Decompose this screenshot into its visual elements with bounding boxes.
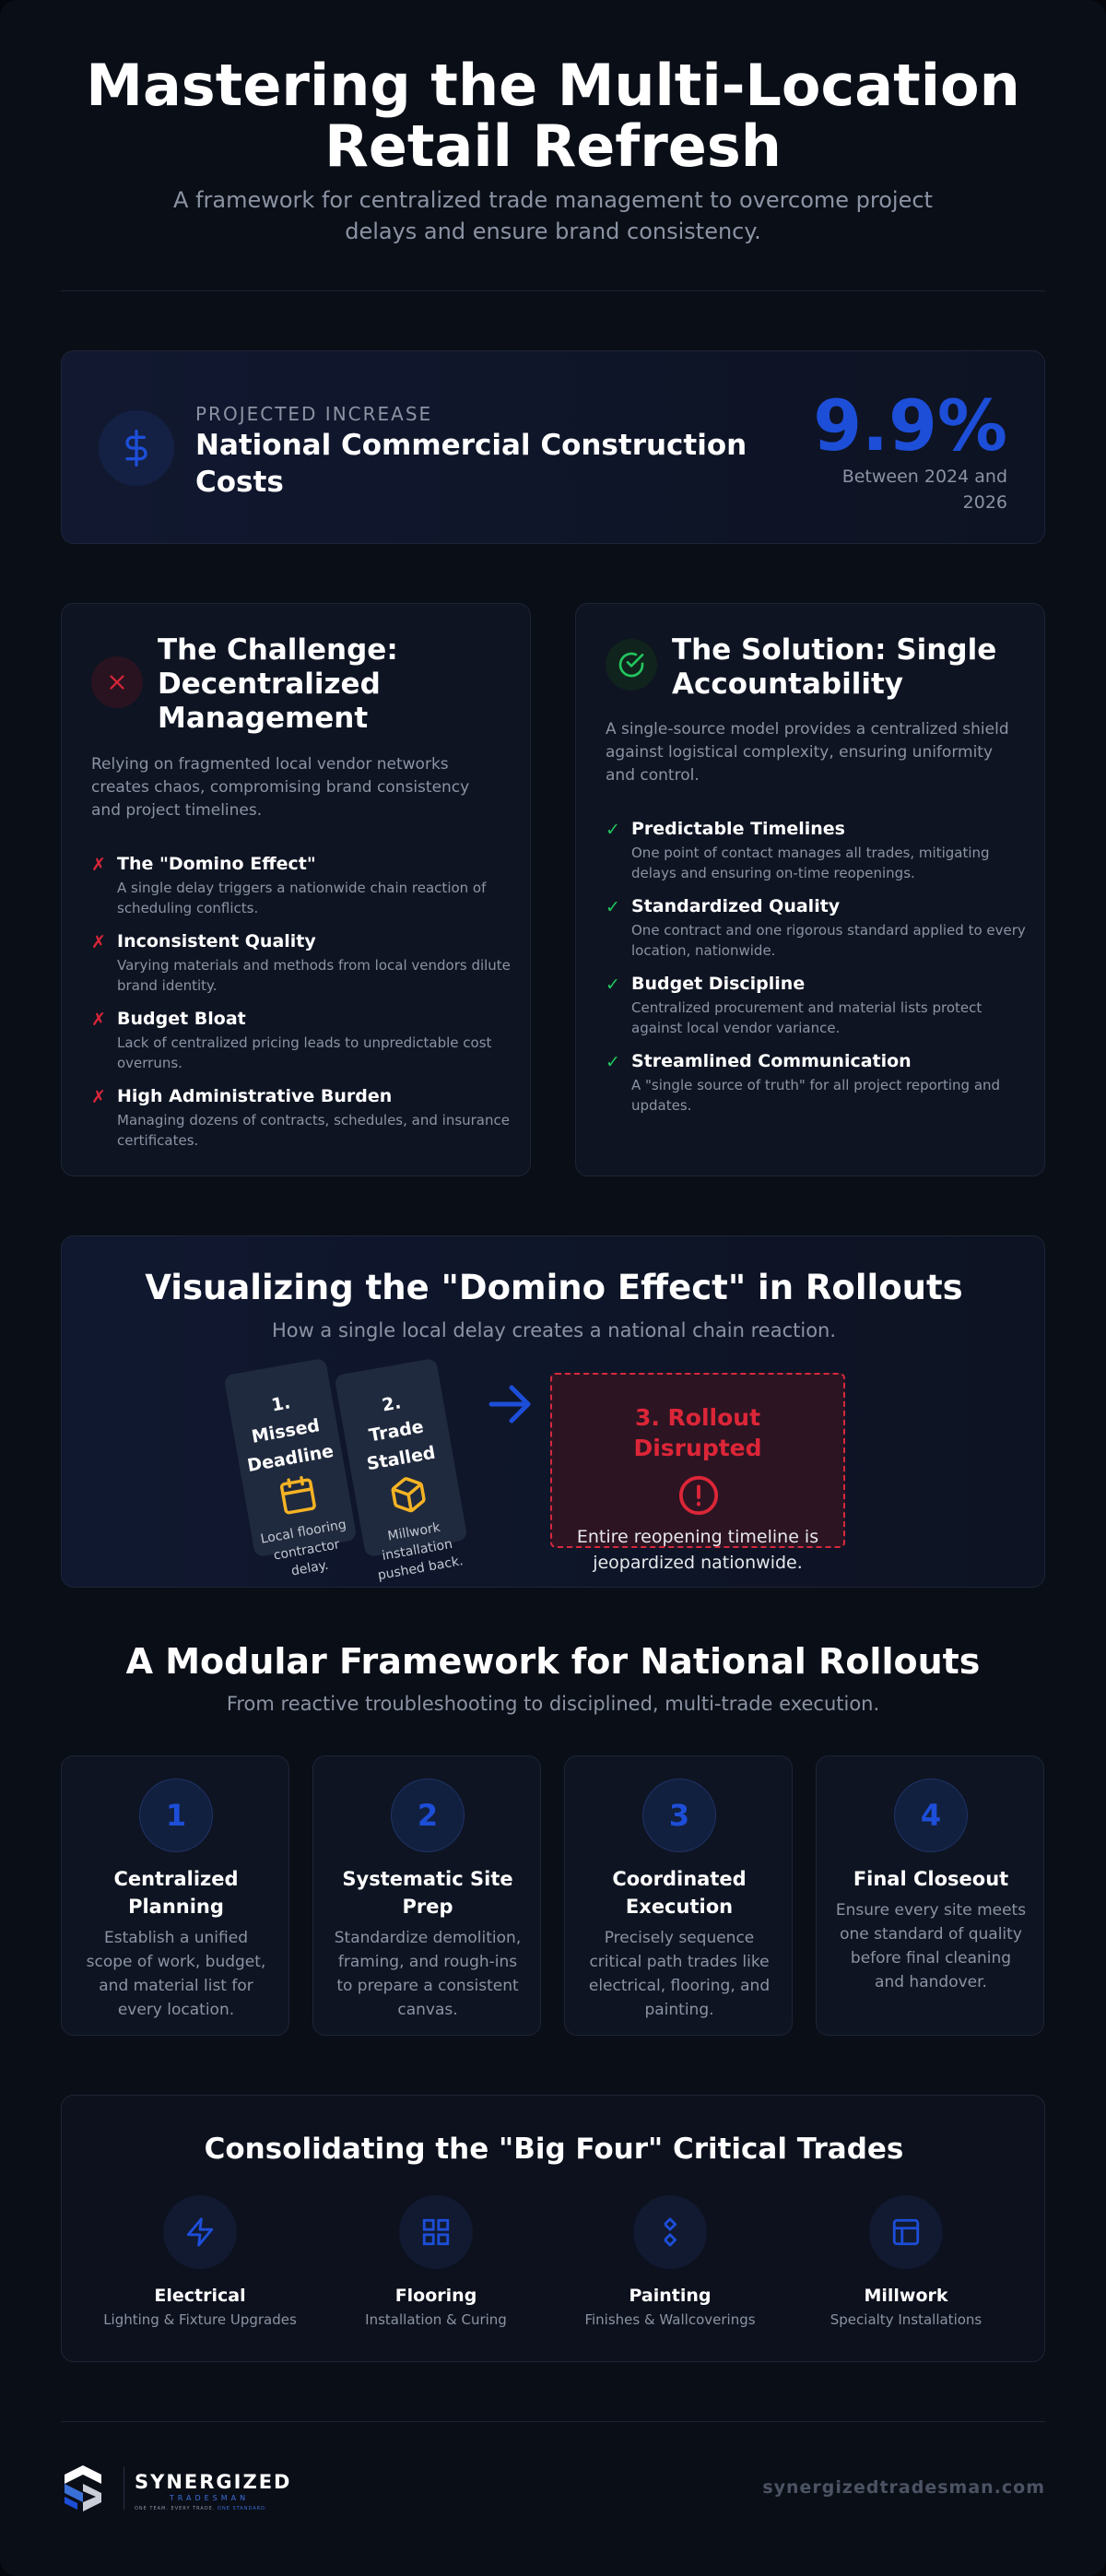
framework-title: A Modular Framework for National Rollouts — [125, 1641, 981, 1682]
trade-desc: Installation & Curing — [365, 2311, 507, 2328]
challenge-intro: Relying on fragmented local vendor networks creates chaos, compromising brand consistency and project timelines. — [91, 755, 470, 820]
domino-card — [61, 1235, 1045, 1588]
footer-url[interactable]: synergizedtradesman.com — [762, 2477, 1045, 2498]
step-title — [71, 1865, 281, 1920]
domino-label-line: Missed — [250, 1415, 322, 1448]
domino-label-line: Deadline — [245, 1440, 335, 1477]
brand-tagline-part: ONE TEAM. EVERY TRADE. — [135, 2506, 216, 2511]
brand-name: SYNERGIZED — [135, 2471, 292, 2493]
brand-tagline-highlight: ONE STANDARD. — [218, 2506, 268, 2511]
box-icon — [386, 1472, 431, 1518]
step-card-2 — [312, 1755, 541, 2036]
step-card-4 — [816, 1755, 1044, 2036]
domino-label-line: 2. — [380, 1392, 403, 1416]
solution-intro: A single-source model provides a centralized shield against logistical complexity, ensuring uniformity and control. — [606, 720, 1009, 785]
x-mark-icon: ✗ — [91, 932, 106, 952]
trade-desc: Finishes & Wallcoverings — [584, 2311, 756, 2328]
step-title — [323, 1865, 533, 1920]
list-item-desc: A single delay triggers a nationwide chain reaction of scheduling conflicts. — [117, 880, 487, 916]
page-subtitle: A framework for centralized trade management to overcome project delays and ensure brand consistency. — [173, 187, 933, 244]
step-desc: Establish a unified scope of work, budget, and material list for every location. — [86, 1929, 266, 2019]
list-item-title: Budget Bloat — [117, 1009, 246, 1029]
step-number: 3 — [642, 1778, 716, 1852]
x-mark-icon: ✗ — [91, 855, 106, 875]
solution-panel — [575, 603, 1045, 1176]
check-mark-icon: ✓ — [606, 975, 620, 995]
step-desc: Ensure every site meets one standard of quality before final cleaning and handover. — [835, 1901, 1027, 1991]
trade-millwork — [795, 2195, 1017, 2328]
grid-icon — [399, 2195, 473, 2269]
step-title-line: Coordinated — [612, 1868, 747, 1890]
list-item-desc: A "single source of truth" for all project reporting and updates. — [631, 1077, 1001, 1114]
page-title-line-1: Mastering the Multi-Location — [86, 52, 1020, 119]
disrupt-title-line: 3. Rollout — [634, 1404, 761, 1431]
list-item — [606, 1050, 1030, 1128]
check-mark-icon: ✓ — [606, 1052, 620, 1072]
list-item-title: The "Domino Effect" — [117, 854, 316, 874]
footer-divider — [61, 2421, 1045, 2422]
trade-name: Painting — [629, 2286, 712, 2306]
disrupt-desc: Entire reopening timeline is jeopardized nationwide. — [576, 1527, 819, 1573]
challenge-panel — [61, 603, 531, 1176]
list-item-desc: Centralized procurement and material lists protect against local vendor variance. — [631, 999, 982, 1036]
domino-subtitle: How a single local delay creates a national chain reaction. — [271, 1319, 837, 1341]
x-mark-icon: ✗ — [91, 1010, 106, 1030]
page-title — [0, 52, 1106, 180]
trade-name: Flooring — [394, 2286, 477, 2306]
framework-subtitle: From reactive troubleshooting to disciplined, multi-trade execution. — [226, 1693, 880, 1715]
list-item — [606, 818, 1030, 895]
paint-icon — [633, 2195, 707, 2269]
list-item — [91, 1085, 515, 1163]
arrow-right-icon — [488, 1382, 534, 1426]
domino-desc: Millwork installation pushed back. — [376, 1519, 465, 1584]
challenge-list — [91, 853, 515, 1163]
step-title-line: Systematic Site — [342, 1868, 513, 1890]
page-title-line-2: Retail Refresh — [324, 112, 782, 180]
stat-title: National Commercial Construction Costs — [195, 429, 747, 499]
step-desc: Precisely sequence critical path trades like electrical, flooring, and painting. — [588, 1929, 771, 2019]
stat-caption: Between 2024 and 2026 — [841, 467, 1007, 513]
list-item — [606, 895, 1030, 973]
list-item-title: Budget Discipline — [631, 974, 806, 994]
step-title-line: Prep — [402, 1896, 453, 1918]
check-mark-icon: ✓ — [606, 820, 620, 840]
disrupt-title — [552, 1402, 843, 1463]
list-item-desc: One contract and one rigorous standard applied to every location, nationwide. — [631, 922, 1026, 959]
check-mark-icon: ✓ — [606, 897, 620, 917]
solution-list — [606, 818, 1030, 1128]
step-desc: Standardize demolition, framing, and rough-ins to prepare a consistent canvas. — [334, 1929, 522, 2019]
domino-label-line: Stalled — [365, 1442, 438, 1475]
list-item-title: Inconsistent Quality — [117, 931, 316, 951]
list-item-desc: One point of contact manages all trades, mitigating delays and ensuring on-time reopenings. — [631, 845, 990, 881]
trade-name: Electrical — [154, 2286, 246, 2306]
domino-title: Visualizing the "Domino Effect" in Rollouts — [145, 1268, 963, 1307]
x-circle-icon — [91, 656, 143, 708]
brand-subname: TRADESMAN — [169, 2494, 250, 2502]
step-title-line: Execution — [625, 1896, 734, 1918]
trade-electrical — [89, 2195, 311, 2328]
step-number: 1 — [139, 1778, 213, 1852]
step-title — [574, 1865, 784, 1920]
big-four-title: Consolidating the "Big Four" Critical Trades — [204, 2133, 904, 2166]
calendar-icon — [276, 1472, 321, 1518]
check-circle-icon — [606, 639, 657, 691]
trade-desc: Specialty Installations — [830, 2311, 982, 2328]
big-four-card — [61, 2095, 1045, 2362]
layout-icon — [869, 2195, 943, 2269]
step-number: 2 — [391, 1778, 465, 1852]
list-item-title: Predictable Timelines — [631, 819, 845, 839]
dollar-icon — [99, 410, 174, 486]
synergized-logo-icon — [59, 2464, 107, 2515]
trade-name: Millwork — [864, 2286, 948, 2306]
list-item-title: Standardized Quality — [631, 896, 841, 916]
step-title-line: Final Closeout — [853, 1868, 1009, 1890]
list-item-desc: Lack of centralized pricing leads to unpredictable cost overruns. — [117, 1034, 492, 1071]
brand-tagline — [135, 2506, 284, 2511]
step-number: 4 — [894, 1778, 968, 1852]
list-item-title: High Administrative Burden — [117, 1086, 393, 1106]
domino-label — [338, 1381, 454, 1481]
trade-painting — [559, 2195, 781, 2328]
domino-label-line: 1. — [269, 1392, 292, 1416]
list-item — [91, 1008, 515, 1085]
list-item — [91, 853, 515, 930]
step-title-line: Planning — [128, 1896, 224, 1918]
disrupt-title-line: Disrupted — [633, 1435, 762, 1461]
challenge-title: The Challenge: Decentralized Management — [158, 633, 398, 735]
list-item — [606, 973, 1030, 1050]
rollout-disrupted-box — [550, 1373, 845, 1573]
domino-label — [228, 1381, 344, 1481]
step-title — [826, 1865, 1036, 1893]
domino-desc: Local flooring contractor delay. — [259, 1517, 347, 1579]
step-card-3 — [564, 1755, 793, 2036]
lightning-icon — [163, 2195, 237, 2269]
header-divider — [61, 290, 1045, 291]
trade-desc: Lighting & Fixture Upgrades — [103, 2311, 297, 2328]
list-item-desc: Managing dozens of contracts, schedules, and insurance certificates. — [117, 1112, 510, 1149]
list-item-desc: Varying materials and methods from local vendors dilute brand identity. — [117, 957, 511, 994]
trade-flooring — [325, 2195, 547, 2328]
list-item — [91, 930, 515, 1008]
domino-label-line: Trade — [367, 1416, 426, 1447]
alert-circle-icon — [677, 1474, 720, 1517]
stat-value: 9.9% — [813, 384, 1007, 467]
step-card-1 — [61, 1755, 289, 2036]
x-mark-icon: ✗ — [91, 1087, 106, 1107]
solution-title: The Solution: Single Accountability — [672, 633, 997, 701]
step-title-line: Centralized — [113, 1868, 239, 1890]
stat-kicker: PROJECTED INCREASE — [195, 403, 433, 425]
stat-card — [61, 350, 1045, 544]
list-item-title: Streamlined Communication — [631, 1051, 912, 1071]
